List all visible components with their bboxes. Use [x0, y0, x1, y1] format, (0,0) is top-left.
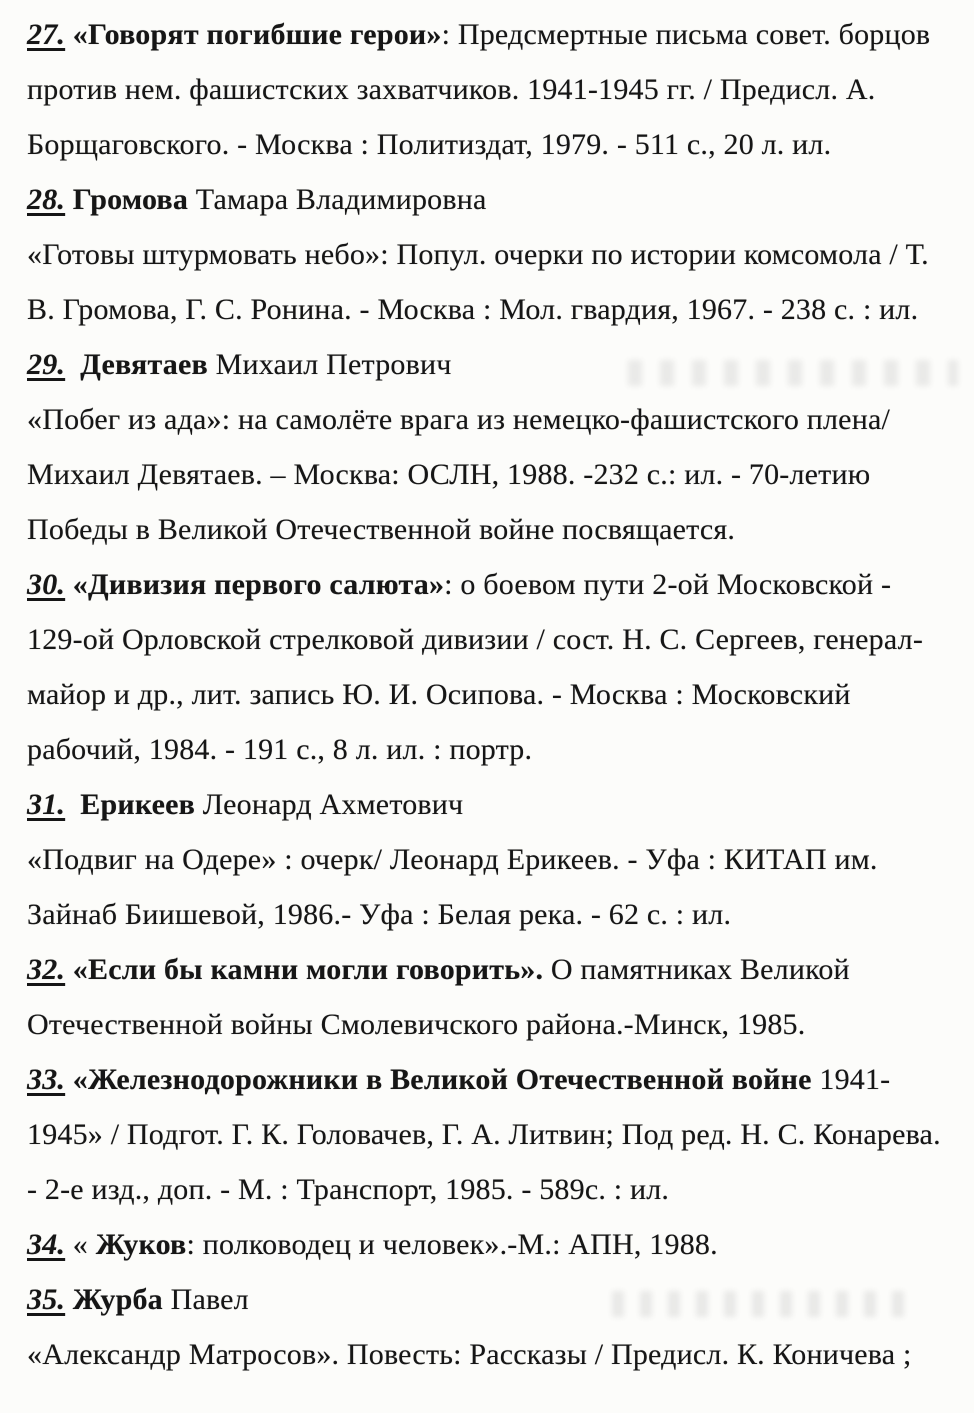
entry-author-surname: Громова: [65, 183, 189, 216]
entry-author-given-names: Леонард Ахметович: [195, 788, 464, 821]
entry-quote-open: «: [65, 1228, 96, 1261]
bib-entry-33: [27, 1052, 948, 1217]
entry-number: 27.: [27, 18, 66, 51]
bib-entry-31-heading: [27, 777, 948, 832]
bib-entry-29-body: [27, 392, 948, 557]
bib-entry-34: [27, 1217, 948, 1272]
entry-description: 1941-1945» / Подгот. Г. К. Головачев, Г. А. Литвин; Под ред. Н. С. Конарева. - 2-е изд., доп. - М. : Транспорт, 1985. - 589с. : ил.: [27, 1063, 941, 1206]
entry-number: 35.: [27, 1283, 66, 1316]
entry-author-surname: Журба: [65, 1283, 163, 1316]
entry-description: «Готовы штурмовать небо»: Попул. очерки по истории комсомола / Т. В. Громова, Г. С. Ронина. - Москва : Мол. гвардия, 1967. - 238 с. : ил.: [27, 238, 929, 326]
bib-entry-27: [27, 7, 948, 172]
entry-description: О памятниках Великой Отечественной войны Смолевичского района.-Минск, 1985.: [27, 953, 850, 1041]
bib-entry-31-body: [27, 832, 948, 942]
entry-description: : полководец и человек».-М.: АПН, 1988.: [186, 1228, 718, 1261]
entry-number: 32.: [27, 953, 66, 986]
entry-description: : Предсмертные письма совет. борцов против нем. фашистских захватчиков. 1941-1945 гг. / Предисл. А. Борщаговского. - Москва : Политиздат, 1979. - 511 с., 20 л. ил.: [27, 18, 931, 161]
entry-description: : о боевом пути 2-ой Московской - 129-ой Орловской стрелковой дивизии / сост. Н. С. Сергеев, генерал-майор и др., лит. запись Ю. И. Осипова. - Москва : Московский рабочий, 1984. - 191 с., 8 л. ил. : портр.: [27, 568, 924, 766]
entry-author-given-names: Павел: [162, 1283, 249, 1316]
bib-entry-35-heading: [27, 1272, 948, 1327]
entry-author-given-names: Тамара Владимировна: [188, 183, 487, 216]
entry-author-given-names: Михаил Петрович: [207, 348, 452, 381]
entry-description: «Побег из ада»: на самолёте врага из немецко-фашистского плена/ Михаил Девятаев. – Москва: ОСЛН, 1988. -232 с.: ил. - 70-летию Победы в Великой Отечественной войне посвящается.: [27, 403, 891, 546]
entry-author-surname: Девятаев: [65, 348, 208, 381]
entry-number: 29.: [27, 348, 66, 381]
bib-entry-28-body: [27, 227, 948, 337]
entry-number: 33.: [27, 1063, 66, 1096]
entry-number: 28.: [27, 183, 66, 216]
entry-title: «Дивизия первого салюта»: [65, 568, 445, 601]
entry-title: Жуков: [95, 1228, 187, 1261]
bib-entry-28-heading: [27, 172, 948, 227]
entry-number: 34.: [27, 1228, 66, 1261]
bib-entry-29-heading: [27, 337, 948, 392]
entry-description: «Подвиг на Одере» : очерк/ Леонард Ерикеев. - Уфа : КИТАП им. Зайнаб Биишевой, 1986.- Уфа : Белая река. - 62 с. : ил.: [27, 843, 878, 931]
bib-entry-30: [27, 557, 948, 777]
entry-title: «Если бы камни могли говорить».: [65, 953, 544, 986]
entry-number: 31.: [27, 788, 66, 821]
entry-description: «Александр Матросов». Повесть: Рассказы / Предисл. К. Коничева ;: [27, 1338, 912, 1371]
entry-author-surname: Ерикеев: [65, 788, 196, 821]
entry-title: «Говорят погибшие герои»: [65, 18, 442, 51]
entry-number: 30.: [27, 568, 66, 601]
bib-entry-32: [27, 942, 948, 1052]
entry-title: «Железнодорожники в Великой Отечественной войне: [65, 1063, 812, 1096]
bib-entry-35-body: [27, 1327, 948, 1382]
